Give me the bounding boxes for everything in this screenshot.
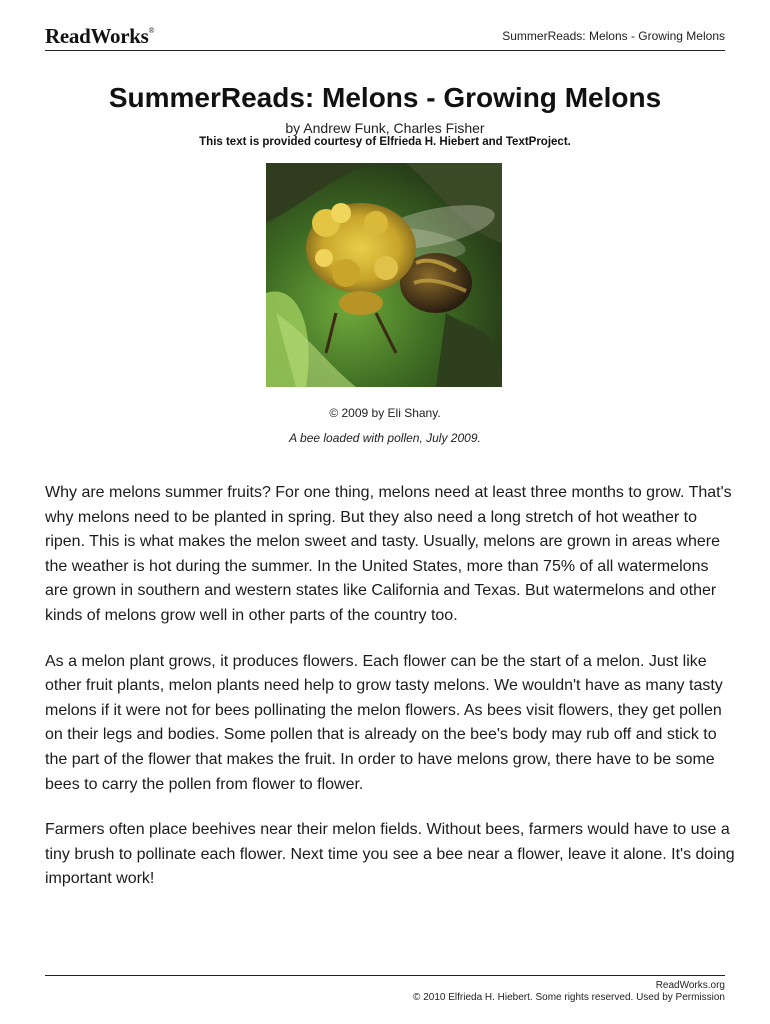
readworks-logo: ReadWorks® bbox=[45, 24, 155, 48]
running-title: SummerReads: Melons - Growing Melons bbox=[502, 29, 725, 43]
footer-site: ReadWorks.org bbox=[655, 980, 725, 991]
image-caption: A bee loaded with pollen, July 2009. bbox=[289, 431, 481, 445]
paragraph: Why are melons summer fruits? For one thing, melons need at least three months to grow. That's why melons need to be planted in spring. But they also need a long stretch of hot weather to ripen. This is what makes the melon sweet and tasty. Usually, melons are grown in areas where the weather is hot during the summer. In the United States, more than 75% of all watermelons are grown in southern and western states like California and Texas. But watermelons and other kinds of melons grow well in other parts of the country too. bbox=[45, 484, 732, 624]
bee-photo bbox=[266, 163, 502, 387]
article-title: SummerReads: Melons - Growing Melons bbox=[108, 82, 662, 113]
page-header bbox=[45, 22, 725, 51]
page-footer bbox=[45, 975, 725, 1003]
article-body bbox=[45, 481, 735, 913]
image-credit: © 2009 by Eli Shany. bbox=[329, 406, 441, 420]
footer-copyright: © 2010 Elfrieda H. Hiebert. Some rights reserved. Used by Permission bbox=[413, 992, 725, 1003]
courtesy-note: This text is provided courtesy of Elfrieda H. Hiebert and TextProject. bbox=[199, 136, 571, 148]
paragraph: As a melon plant grows, it produces flowers. Each flower can be the start of a melon. Just like other fruit plants, melon plants need help to grow tasty melons. We wouldn't have as many tasty melons if it were not for bees pollinating the melon flowers. As bees visit flowers, they get pollen on their legs and bodies. Some pollen that is already on the bee's body may rub off and stick to the part of the flower that makes the fruit. In order to have melons grow, there have to be some bees to carry the pollen from flower to flower. bbox=[45, 652, 723, 793]
paragraph: Farmers often place beehives near their melon fields. Without bees, farmers would have to use a tiny brush to pollinate each flower. Next time you see a bee near a flower, leave it alone. It's doing important work! bbox=[45, 821, 735, 888]
article-byline: by Andrew Funk, Charles Fisher bbox=[285, 120, 485, 136]
